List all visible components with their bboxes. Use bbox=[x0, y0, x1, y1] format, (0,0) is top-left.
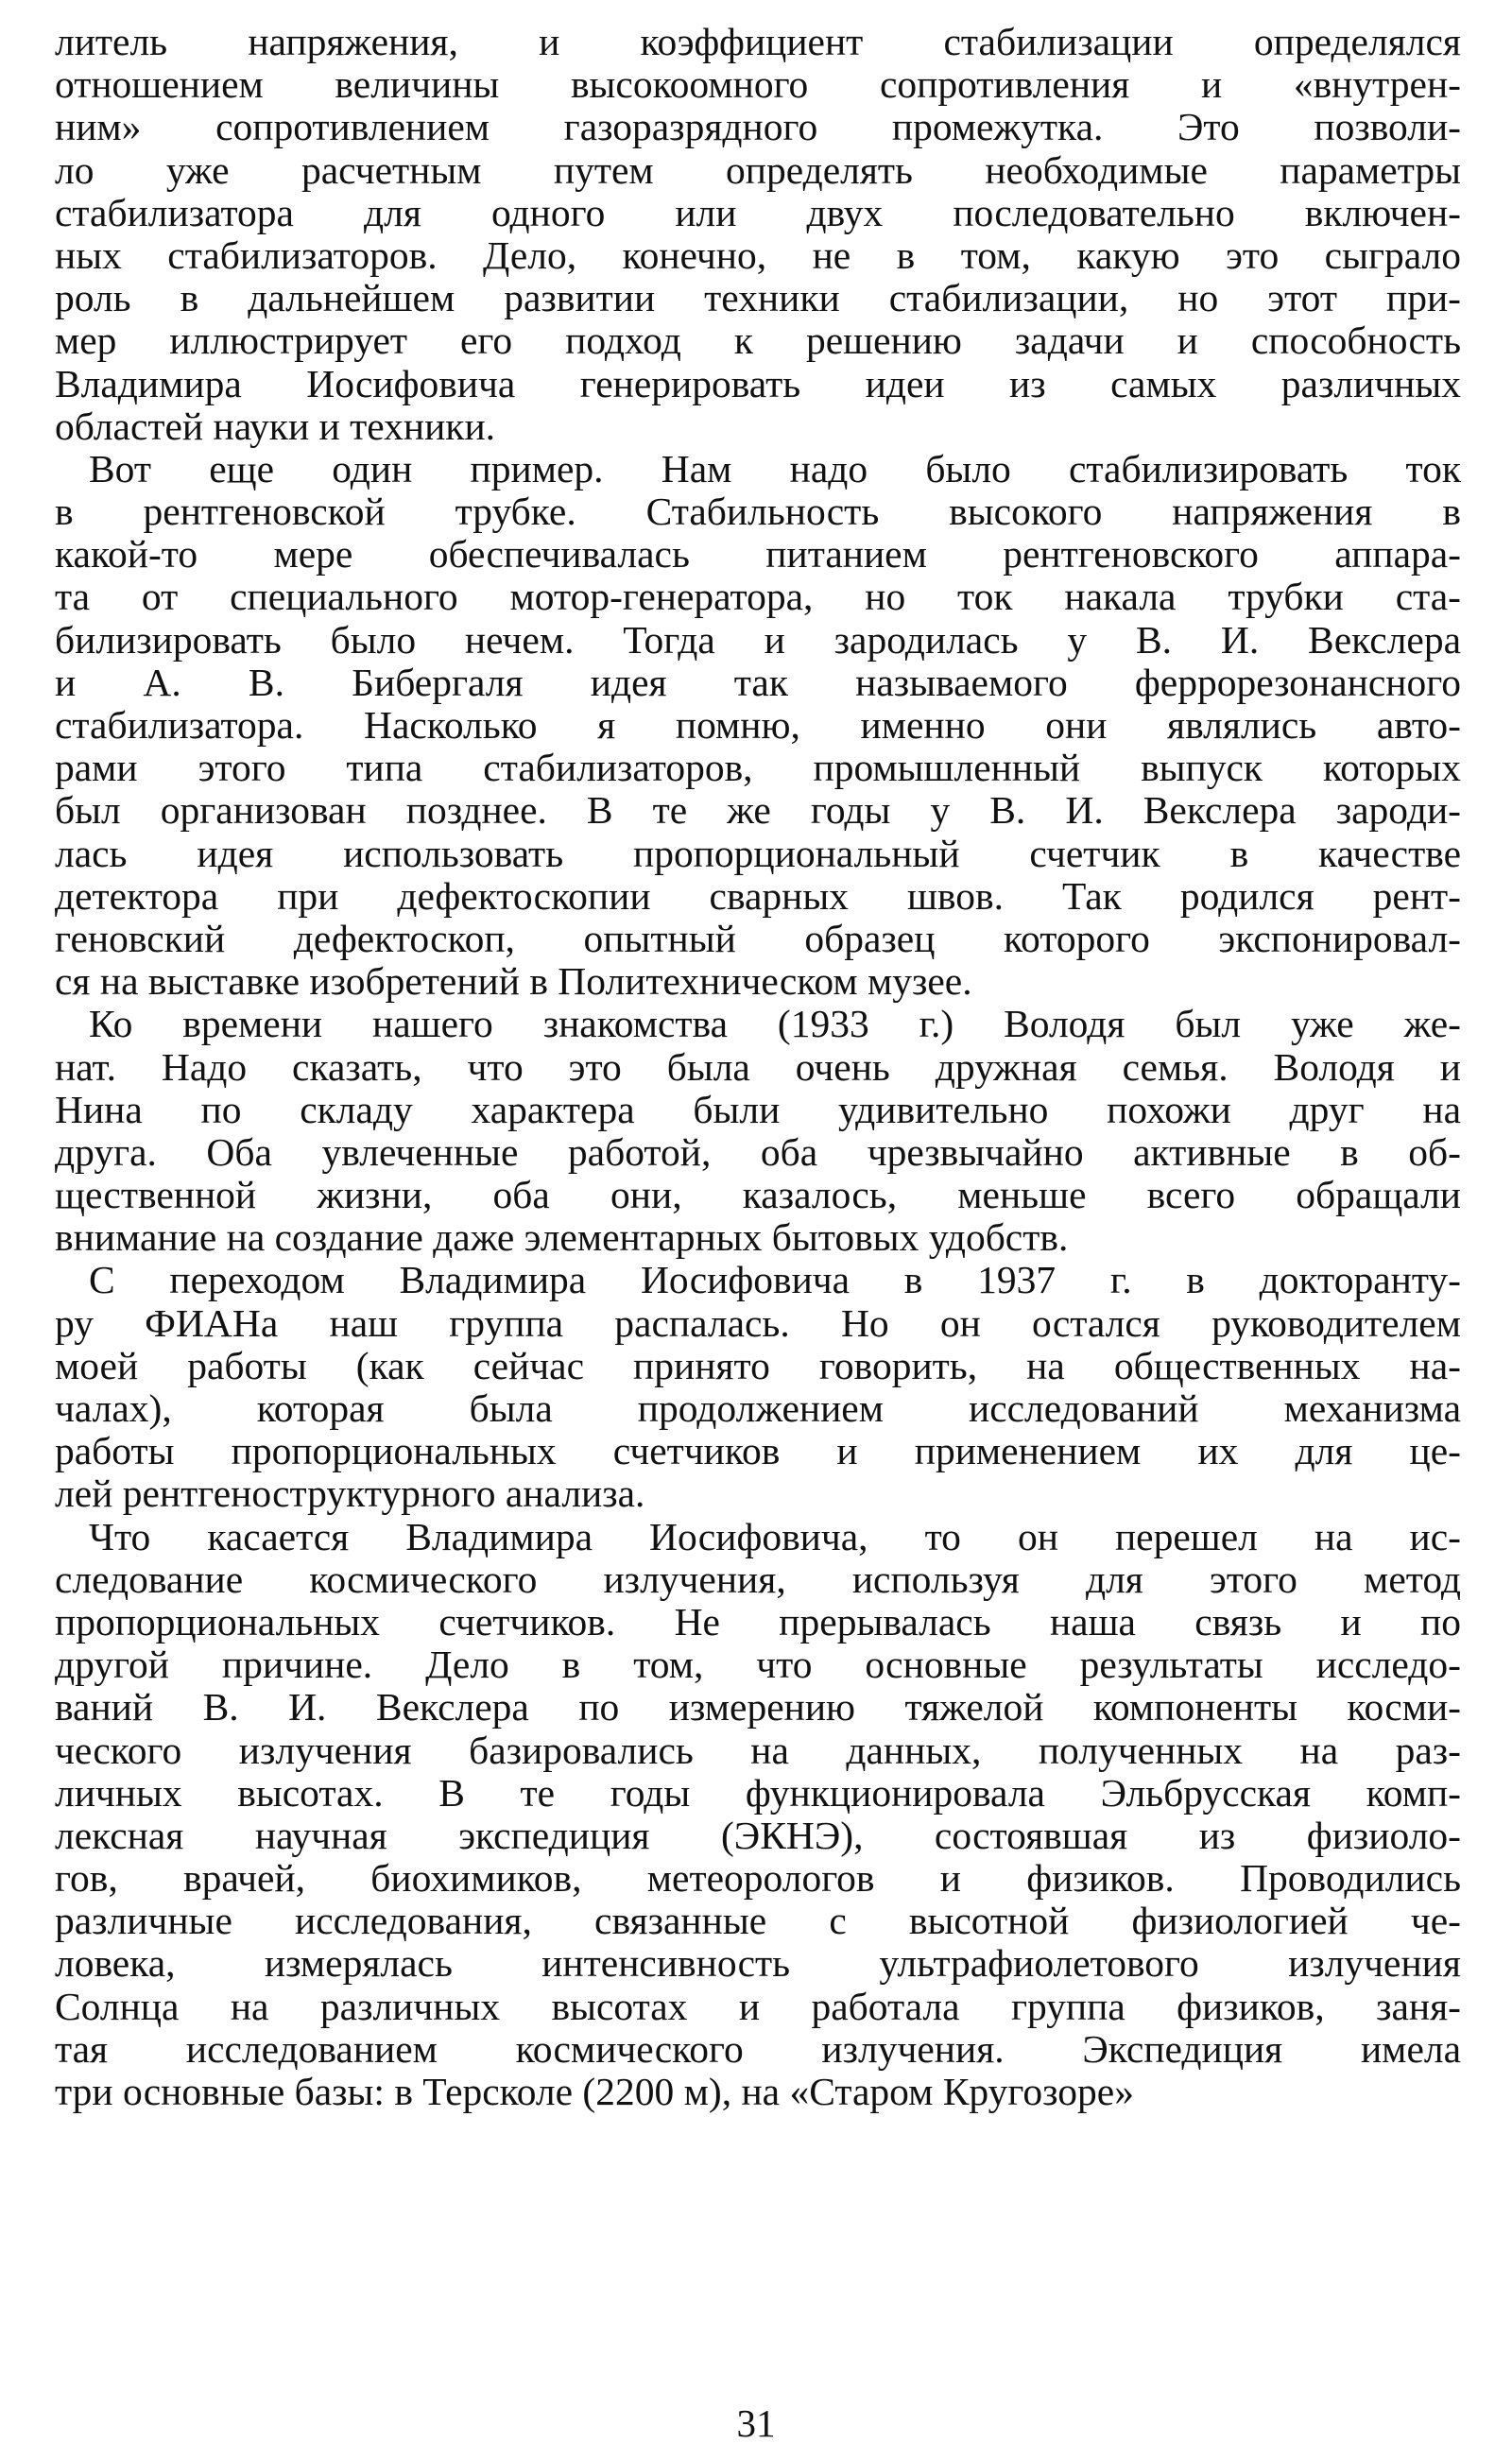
text-line: Владимира Иосифовича генерировать идеи из самых различных bbox=[55, 362, 1461, 405]
text-line: стабилизатора. Насколько я помню, именно они являлись авто- bbox=[55, 704, 1461, 747]
text-line: щественной жизни, оба они, казалось, меньше всего обращали bbox=[55, 1174, 1461, 1217]
text-line: ру ФИАНа наш группа распалась. Но он остался руководителем bbox=[55, 1301, 1461, 1345]
paragraph bbox=[55, 1259, 1461, 1515]
text-line: ваний В. И. Векслера по измерению тяжелой компоненты косми- bbox=[55, 1686, 1461, 1730]
paragraph bbox=[55, 21, 1461, 448]
text-line: литель напряжения, и коэффициент стабилизации определялся bbox=[55, 21, 1461, 63]
text-line: был организован позднее. В те же годы у В. И. Векслера зароди- bbox=[55, 789, 1461, 833]
text-line: Нина по складу характера были удивительно похожи друг на bbox=[55, 1088, 1461, 1131]
text-line: С переходом Владимира Иосифовича в 1937 г. в докторанту- bbox=[89, 1259, 1461, 1302]
text-line: работы пропорциональных счетчиков и применением их для це- bbox=[55, 1430, 1461, 1473]
text-line: ло уже расчетным путем определять необходимые параметры bbox=[55, 148, 1461, 192]
text-line: три основные базы: в Терсколе (2200 м), на «Старом Кругозоре» bbox=[55, 2071, 1134, 2113]
text-line: ловека, измерялась интенсивность ультрафиолетового излучения bbox=[55, 1942, 1461, 1986]
text-line: Что касается Владимира Иосифовича, то он перешел на ис- bbox=[89, 1515, 1461, 1558]
text-line: ных стабилизаторов. Дело, конечно, не в том, какую это сыграло bbox=[55, 233, 1461, 277]
text-line: лей рентгеноструктурного анализа. bbox=[55, 1472, 645, 1516]
text-line: в рентгеновской трубке. Стабильность высокого напряжения в bbox=[55, 490, 1461, 534]
text-line: какой-то мере обеспечивалась питанием рентгеновского аппара- bbox=[55, 533, 1461, 577]
text-line: различные исследования, связанные с высотной физиологией че- bbox=[55, 1900, 1461, 1943]
text-line: стабилизатора для одного или двух последовательно включен- bbox=[55, 191, 1461, 234]
paragraph bbox=[55, 448, 1461, 1003]
text-line: геновский дефектоскоп, опытный образец которого экспонировал- bbox=[55, 917, 1461, 960]
text-line: та от специального мотор-генератора, но ток накала трубки ста- bbox=[55, 576, 1461, 619]
text-line: ним» сопротивлением газоразрядного промежутка. Это позволи- bbox=[55, 106, 1461, 149]
text-line: областей науки и техники. bbox=[55, 404, 496, 448]
text-line: пропорциональных счетчиков. Не прерывалась наша связь и по bbox=[55, 1600, 1461, 1644]
text-line: друга. Оба увлеченные работой, оба чрезвычайно активные в об- bbox=[55, 1130, 1461, 1174]
text-line: детектора при дефектоскопии сварных швов. Так родился рент- bbox=[55, 874, 1461, 918]
text-line: моей работы (как сейчас принято говорить, на общественных на- bbox=[55, 1344, 1461, 1387]
text-line: тая исследованием космического излучения. Экспедиция имела bbox=[55, 2027, 1461, 2071]
text-line: рами этого типа стабилизаторов, промышленный выпуск которых bbox=[55, 747, 1461, 790]
text-line: билизировать было нечем. Тогда и зародилась у В. И. Векслера bbox=[55, 618, 1461, 662]
text-line: следование космического излучения, используя для этого метод bbox=[55, 1557, 1461, 1601]
text-line: Вот еще один пример. Нам надо было стабилизировать ток bbox=[89, 447, 1461, 490]
text-line: роль в дальнейшем развитии техники стабилизации, но этот при- bbox=[55, 277, 1461, 320]
text-line: Солнца на различных высотах и работала группа физиков, заня- bbox=[55, 1985, 1461, 2028]
text-line: лексная научная экспедиция (ЭКНЭ), состоявшая из физиоло- bbox=[55, 1814, 1461, 1857]
text-line: внимание на создание даже элементарных бытовых удобств. bbox=[55, 1216, 1069, 1260]
text-line: Ко времени нашего знакомства (1933 г.) Володя был уже же- bbox=[89, 1003, 1461, 1046]
text-line: другой причине. Дело в том, что основные результаты исследо- bbox=[55, 1644, 1461, 1687]
body-text bbox=[55, 21, 1461, 2113]
text-line: гов, врачей, биохимиков, метеорологов и физиков. Проводились bbox=[55, 1857, 1461, 1901]
text-line: и А. В. Бибергаля идея так называемого феррорезонансного bbox=[55, 661, 1461, 704]
text-line: лась идея использовать пропорциональный счетчик в качестве bbox=[55, 832, 1461, 875]
text-line: ческого излучения базировались на данных, полученных на раз- bbox=[55, 1729, 1461, 1772]
text-line: личных высотах. В те годы функционировала Эльбрусская комп- bbox=[55, 1771, 1461, 1815]
text-line: отношением величины высокоомного сопротивления и «внутрен- bbox=[55, 63, 1461, 107]
paragraph bbox=[55, 1516, 1461, 2114]
text-line: ся на выставке изобретений в Политехническом музее. bbox=[55, 960, 972, 1004]
text-line: нат. Надо сказать, что это была очень дружная семья. Володя и bbox=[55, 1045, 1461, 1089]
paragraph bbox=[55, 1003, 1461, 1259]
text-line: мер иллюстрирует его подход к решению задачи и способность bbox=[55, 319, 1461, 363]
text-line: чалах), которая была продолжением исследований механизма bbox=[55, 1387, 1461, 1430]
page-number: 31 bbox=[736, 2401, 776, 2445]
